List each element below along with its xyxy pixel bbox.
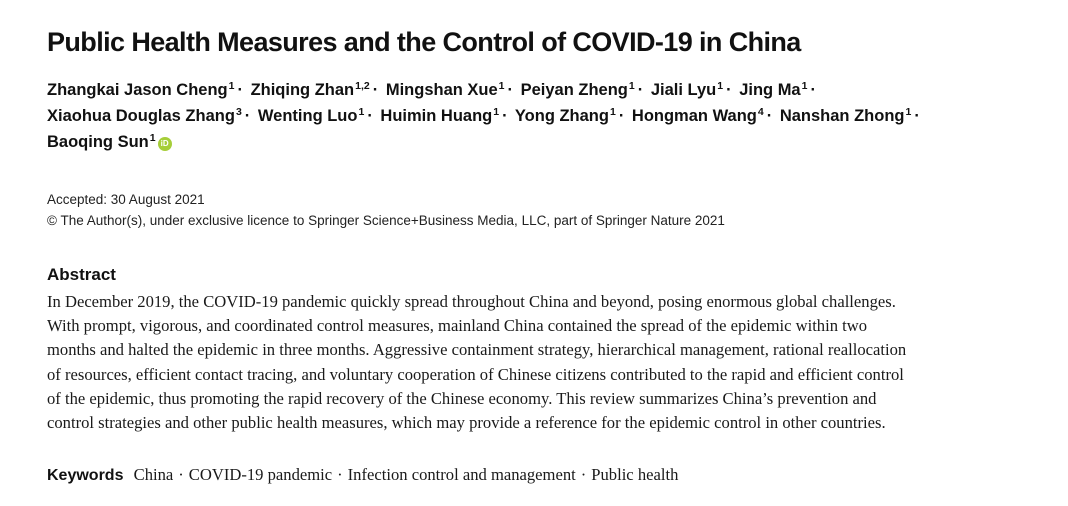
author-line-2: Xiaohua Douglas Zhang$^3$ · Wenting Luo$^1$ · Huimin Huang$^1$ · Yong Zhang$^1$ · Hongman Wang$^4$ · Nanshan Zhong$^1$ · — [47, 106, 920, 125]
author[interactable]: Mingshan Xue$^1$ — [385, 80, 505, 99]
author[interactable]: Jiali Lyu$^1$ — [650, 80, 724, 99]
abstract-line: In December 2019, the COVID-19 pandemic quickly spread throughout China and beyond, posing enormous global challenges. — [47, 292, 896, 311]
author[interactable]: Huimin Huang$^1$ — [380, 106, 500, 125]
author[interactable]: Xiaohua Douglas Zhang$^3$ — [47, 106, 242, 125]
paper-title: Public Health Measures and the Control of COVID-19 in China — [47, 27, 801, 58]
keywords-label: Keywords — [47, 467, 124, 484]
author[interactable]: Zhiqing Zhan$^{1,2}$ — [250, 80, 370, 99]
author-list — [47, 77, 1047, 155]
author[interactable]: Peiyan Zheng$^1$ — [520, 80, 635, 99]
author-line-1: Zhangkai Jason Cheng$^1$ · Zhiqing Zhan$^{1,2}$ · Mingshan Xue$^1$ · Peiyan Zheng$^1$ · Jiali Lyu$^1$ · Jing $Ma^1$ · — [47, 80, 816, 99]
keyword[interactable]: COVID-19 pandemic — [188, 465, 333, 484]
author[interactable]: Zhangkai Jason Cheng$^1$ — [47, 80, 235, 99]
author[interactable]: Wenting Luo$^1$ — [257, 106, 365, 125]
author-line-3 — [47, 129, 1047, 155]
abstract-heading: Abstract — [47, 265, 116, 284]
publication-meta — [47, 189, 725, 231]
orcid-icon[interactable]: iD — [158, 137, 172, 151]
keywords: Keywords China · COVID-19 pandemic · Infection control and management · Public health — [47, 465, 679, 484]
abstract-body — [47, 290, 906, 435]
abstract-line: With prompt, vigorous, and coordinated control measures, mainland China contained the spread of the epidemic within two — [47, 316, 868, 336]
author[interactable]: Nanshan Zhong$^1$ — [779, 106, 912, 125]
copyright-notice: © The Author(s), under exclusive licence to Springer Science+Business Media, LLC, part of Springer Nature 2021 — [47, 213, 725, 228]
author[interactable]: Hongman Wang$^4$ — [631, 106, 764, 125]
accepted-date: Accepted: 30 August 2021 — [47, 192, 205, 207]
author[interactable]: Jing Ma$^1$ — [739, 80, 808, 99]
author[interactable]: Baoqing Sun$^1$ — [47, 132, 156, 151]
keyword[interactable]: China — [133, 465, 174, 484]
abstract-line: of resources, efficient contact tracing, and voluntary cooperation of Chinese citizens contributed to the rapid and efficient control — [47, 364, 904, 384]
abstract-line: of the epidemic, thus promoting the rapid recovery of the Chinese economy. This review summarizes China’s prevention and — [47, 388, 877, 408]
abstract-line: months and halted the epidemic in three months. Aggressive containment strategy, hierarchical management, rational reallocation — [47, 340, 907, 360]
keyword[interactable]: Public health — [591, 465, 679, 484]
author[interactable]: Yong Zhang$^1$ — [514, 106, 616, 125]
keyword[interactable]: Infection control and management — [347, 465, 576, 484]
abstract-line: control strategies and other public health measures, which may provide a reference for the epidemic control in other countries. — [47, 413, 886, 433]
